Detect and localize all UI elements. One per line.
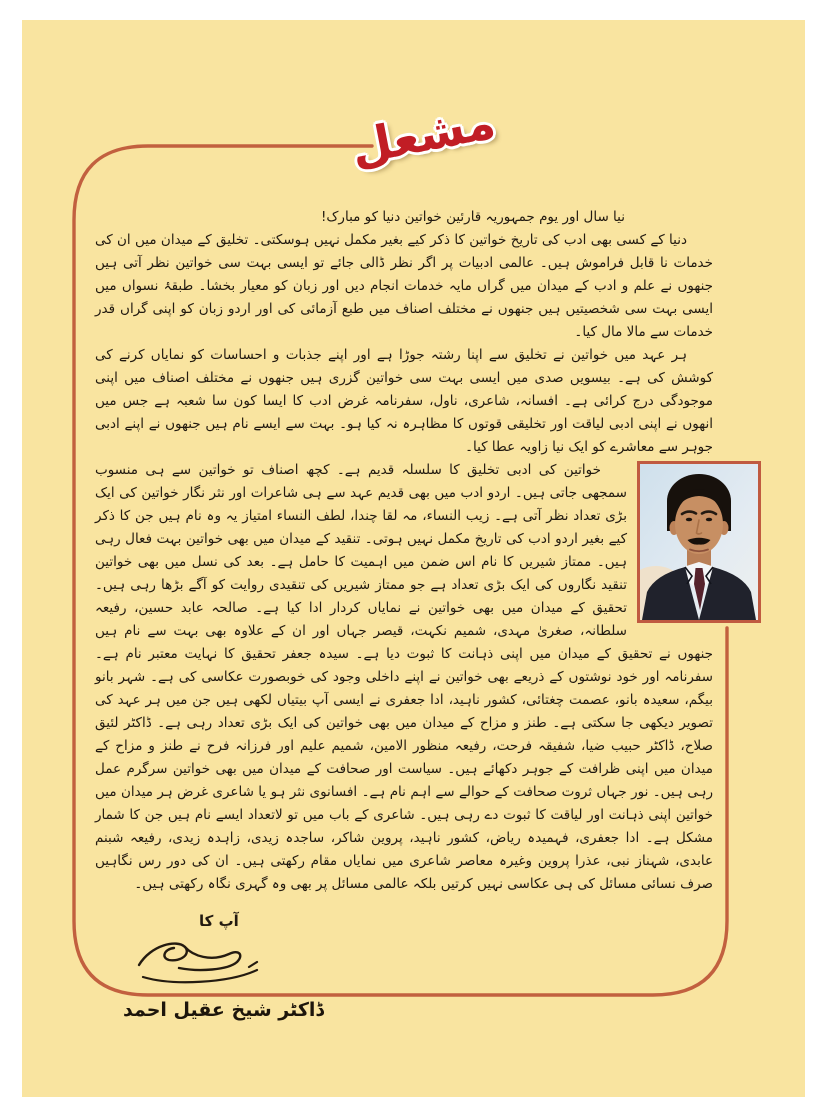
paragraph: خواتین کی ادبی تخلیق کا سلسلہ قدیم ہے۔ کچھ اصناف تو خواتین سے ہی منسوب سمجھی جاتی ہیں۔ اردو ادب میں بھی قدیم عہد سے ہی شاعرات اور نثر نگار خواتین کی ایک بڑی تعداد نظر آتی ہے۔ زیب النساء، مہ لقا چندا، لطف النساء امتیاز یہ وہ نام ہیں جن کا ذکر کیے بغیر اردو ادب کی تاریخ مکمل نہیں ہوتی۔ تنقید کے میدان میں بھی خواتین بہت فعال رہی ہیں۔ ممتاز شیریں کا نام اس ضمن میں اہمیت کا حامل ہے۔ بعد کی نسل میں بھی خواتین تنقید نگاروں کی ایک بڑی تعداد ہے جو ممتاز شیریں کی تنقیدی روایت کو آگے بڑھا رہی ہیں۔ تحقیق کے میدان میں بھی خواتین نے نمایاں کردار ادا کیا ہے۔ صالحہ عابد حسین، رفیعہ سلطانہ، صغریٰ مہدی، شمیم نکہت، قیصر جہاں اور ان کے علاوہ بھی بہت سے نام ہیں جنھوں نے تحقیق کے میدان میں اپنی ذہانت کا ثبوت دیا ہے۔ سیدہ جعفر تحقیق کا نہایت معتبر نام ہے۔ سفرنامہ اور خود نوشتوں کے ذریعے بھی خواتین نے اپنے داخلی وجود کی خوبصورت عکاسی کی ہے۔ شہر بانو بیگم، سعیدہ بانو، عصمت چغتائی، کشور ناہید، ادا جعفری نے ایسی آپ بیتیاں لکھی ہیں جن میں ہر عہد کی تصویر دیکھی جا سکتی ہے۔ طنز و مزاح کے میدان میں بھی خواتین کی ایک بڑی تعداد رہی ہے۔ ڈاکٹر لئیق صلاح، ڈاکٹر حبیب ضیا، شفیقہ فرحت، رفیعہ منظور الامین، شمیم علیم اور فرزانہ فرح نے طنز و مزاح کے میدان میں اپنی ظرافت کے جوہر دکھائے ہیں۔ سیاست اور صحافت کے میدان میں بھی خواتین سرگرم عمل رہی ہیں۔ نور جہاں ثروت صحافت کے حوالے سے اہم نام ہے۔ افسانوی نثر ہو یا شاعری غرض ہر میدان میں خواتین اپنی ذہانت اور لیاقت کا ثبوت دے رہی ہیں۔ شاعری کے باب میں تو لاتعداد ایسے نام ہیں جن کا شمار مشکل ہے۔ ادا جعفری، فہمیدہ ریاض، کشور ناہید، پروین شاکر، ساجدہ زیدی، زاہدہ زیدی، رفیعہ شبنم عابدی، شہناز نبی، عذرا پروین وغیرہ معاصر شاعری میں نمایاں مقام رکھتی ہیں۔ ان کی دور رس نگاہیں صرف نسائی مسائل کی ہی عکاسی نہیں کرتیں بلکہ عالمی مسائل پر بھی وہ گہری نگاہ رکھتی ہیں۔: [95, 462, 713, 892]
editor-photo: [637, 461, 761, 623]
masthead-calligraphy-text: مشعل: [346, 94, 500, 176]
closing-block: [95, 910, 713, 1022]
author-name: ڈاکٹر شیخ عقیل احمد: [123, 999, 324, 1021]
paragraph: دنیا کے کسی بھی ادب کی تاریخ خواتین کا ذکر کیے بغیر مکمل نہیں ہوسکتی۔ تخلیق کے میدان میں ان کی خدمات نا قابل فراموش ہیں۔ عالمی ادبیات پر اگر نظر ڈالی جائے تو ایسی بہت سی خواتین نظر آتی ہیں جنھوں نے علم و ادب کے میدان میں گراں مایہ خدمات انجام دیں اور زبان کو معیار بخشا۔ طبقۂ نسواں میں ایسی بہت سی شخصیتیں ہیں جنھوں نے مختلف اصناف میں طبع آزمائی کی اور اردو زبان کو اپنی گراں قدر خدمات سے مالا مال کیا۔: [95, 232, 713, 340]
paragraph: ہر عہد میں خواتین نے تخلیق سے اپنا رشتہ جوڑا ہے اور اپنے جذبات و احساسات کو نمایاں کرنے کی کوشش کی ہے۔ بیسویں صدی میں ایسی بہت سی خواتین گزری ہیں جنھوں نے مختلف اصناف میں اپنی موجودگی درج کرائی ہے۔ افسانہ، شاعری، ناول، سفرنامہ غرض ادب کا ایسا کون سا شعبہ ہے جس میں انھوں نے اپنی ادبی لیاقت اور تخلیقی قوتوں کا مظاہرہ نہ کیا ہو۔ بہت سے ایسے نام ہیں جنھوں نے اپنے ادبی جوہر سے معاشرے کو ایک نیا زاویہ عطا کیا۔: [95, 347, 713, 455]
salutation-text: آپ کا: [199, 912, 239, 930]
editor-portrait-image: [637, 461, 761, 623]
greeting-line: نیا سال اور یوم جمہوریہ قارئین خواتین دنیا کو مبارک!: [320, 209, 625, 225]
handwritten-signature: [121, 935, 713, 999]
editorial-text-block: [95, 206, 713, 1022]
